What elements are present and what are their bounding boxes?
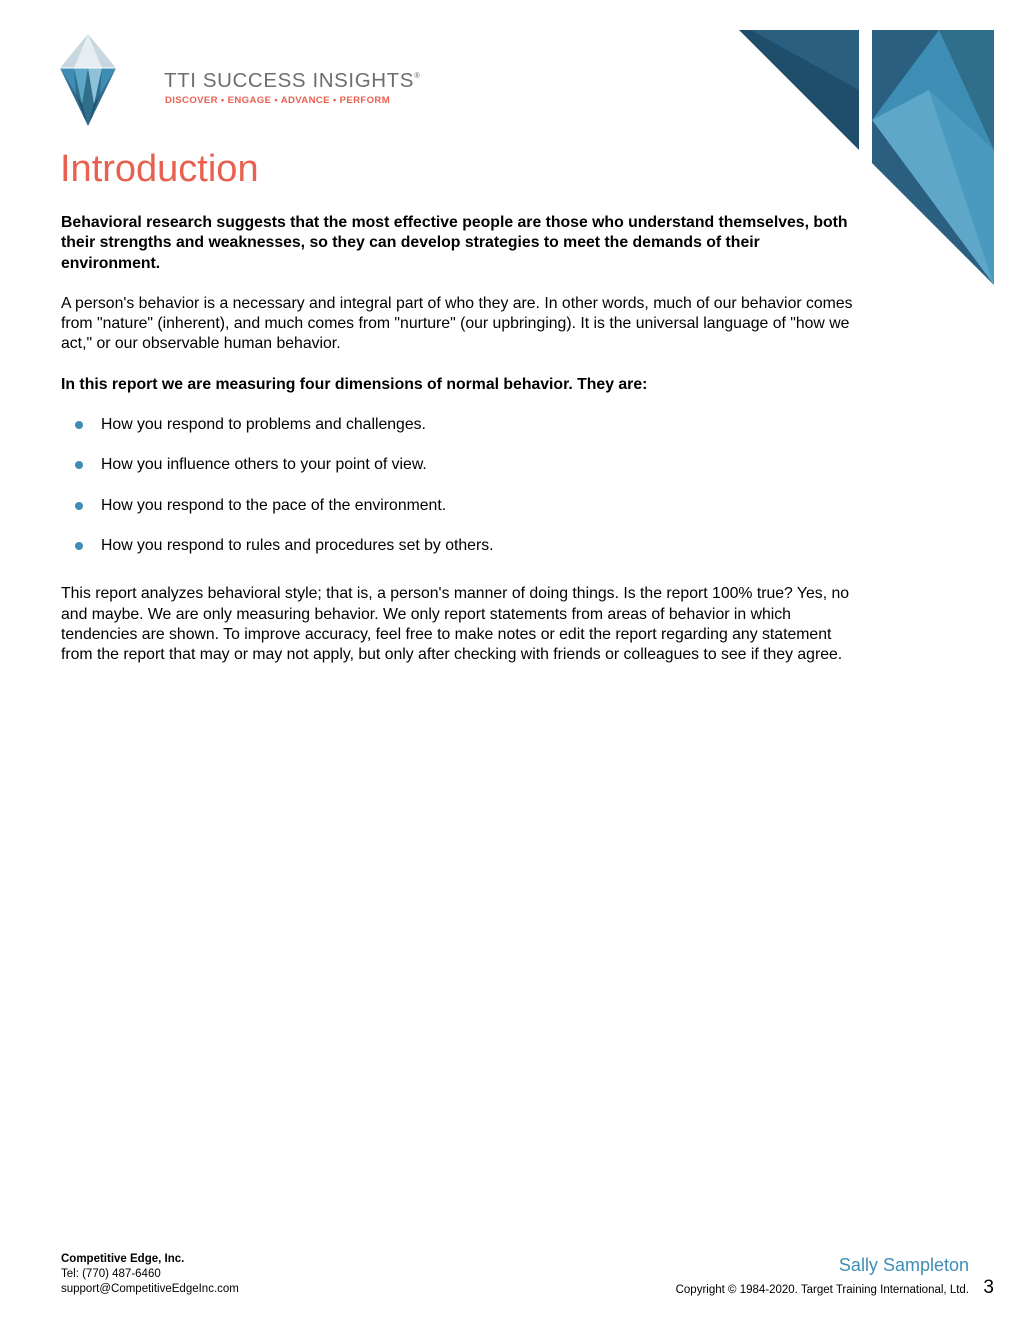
list-item: How you respond to problems and challenges. bbox=[61, 415, 861, 435]
page-title: Introduction bbox=[60, 148, 259, 190]
brand-name: TTI SUCCESS INSIGHTS® bbox=[164, 69, 421, 92]
bullet-dot bbox=[75, 502, 83, 510]
list-item: How you influence others to your point of view. bbox=[61, 455, 861, 475]
bullet-dot bbox=[75, 542, 83, 550]
company-name: Competitive Edge, Inc. bbox=[61, 1253, 185, 1265]
bullet-dot bbox=[75, 461, 83, 469]
diamond-gem-icon bbox=[58, 34, 158, 130]
company-contact bbox=[61, 1252, 239, 1297]
intro-paragraph: Behavioral research suggests that the most effective people are those who understand themselves, both their strengths and weaknesses, so they can develop strategies to meet the demands of their environment. bbox=[61, 214, 848, 272]
company-email[interactable]: support@CompetitiveEdgeInc.com bbox=[61, 1283, 239, 1295]
registered-mark: ® bbox=[414, 71, 421, 80]
main-content bbox=[61, 213, 861, 685]
page-number: 3 bbox=[983, 1277, 994, 1298]
behavior-paragraph: A person's behavior is a necessary and integral part of who they are. In other words, much of our behavior comes from "nature" (inherent), and much comes from "nurture" (our upbringing). It is the universal language of "how we act," or our observable human behavior. bbox=[61, 294, 853, 353]
company-phone: Tel: (770) 487-6460 bbox=[61, 1268, 161, 1280]
respondent-name: Sally Sampleton bbox=[838, 1255, 969, 1275]
tti-logo bbox=[58, 34, 428, 130]
brand-tagline: DISCOVER • ENGAGE • ADVANCE • PERFORM bbox=[165, 95, 391, 106]
list-item: How you respond to the pace of the environment. bbox=[61, 496, 861, 516]
bullet-dot bbox=[75, 421, 83, 429]
dimensions-list bbox=[61, 415, 861, 556]
list-item: How you respond to rules and procedures set by others. bbox=[61, 536, 861, 556]
analysis-paragraph: This report analyzes behavioral style; that is, a person's manner of doing things. Is the report 100% true? Yes, no and maybe. We are only measuring behavior. We only report statements from areas of behavior in which tendencies are shown. To improve accuracy, feel free to make notes or edit the report regarding any statement from the report that may or may not apply, but only after checking with friends or colleagues to see if they agree. bbox=[61, 585, 850, 664]
copyright-notice: Copyright © 1984-2020. Target Training International, Ltd. bbox=[675, 1284, 969, 1296]
dimensions-intro: In this report we are measuring four dimensions of normal behavior. They are: bbox=[61, 375, 648, 393]
